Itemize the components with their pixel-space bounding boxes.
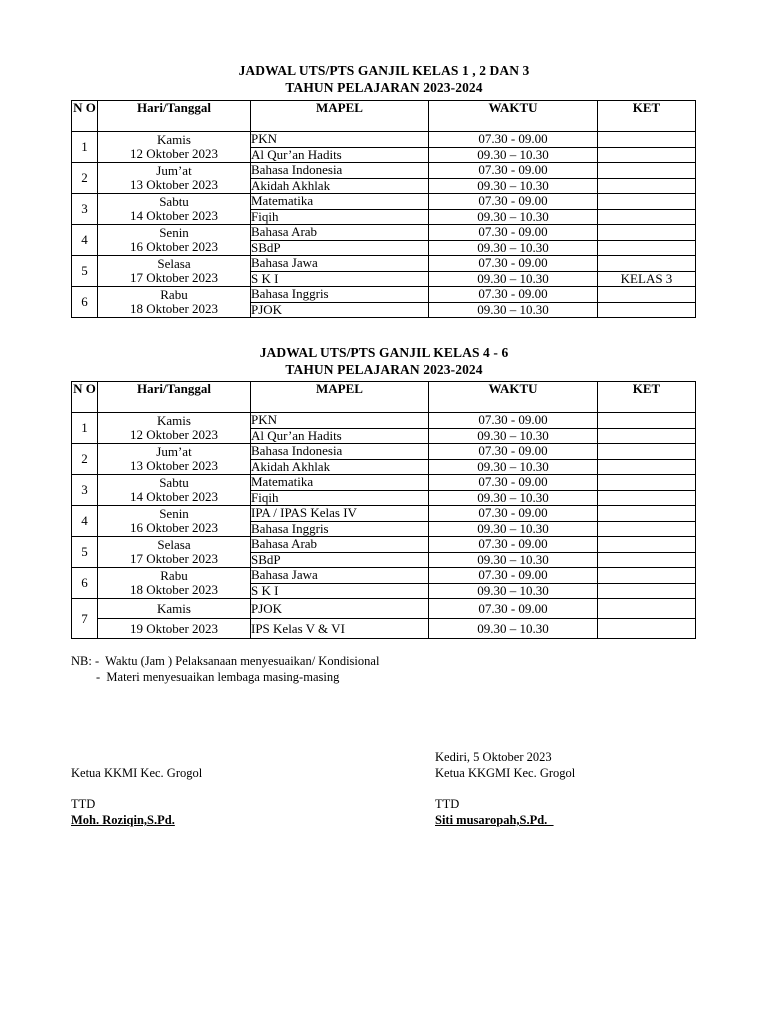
time-cell: 09.30 – 10.30 bbox=[429, 459, 598, 475]
subject-cell: IPS Kelas V & VI bbox=[251, 619, 429, 639]
right-signer-role: Ketua KKGMI Kec. Grogol bbox=[435, 766, 576, 780]
row-date: 13 Oktober 2023 bbox=[129, 177, 219, 192]
th-time: WAKTU bbox=[429, 382, 598, 413]
row-day: Jum’at bbox=[156, 444, 192, 459]
subject-cell: Bahasa Indonesia bbox=[251, 163, 429, 179]
time-cell: 07.30 - 09.00 bbox=[429, 256, 598, 272]
time-cell: 09.30 – 10.30 bbox=[429, 552, 598, 568]
subject-cell: PJOK bbox=[251, 599, 429, 619]
row-date: 16 Oktober 2023 bbox=[129, 239, 219, 254]
ket-cell bbox=[598, 459, 696, 475]
subject-cell: PKN bbox=[251, 132, 429, 148]
subject-cell: SBdP bbox=[251, 552, 429, 568]
time-cell: 07.30 - 09.00 bbox=[429, 163, 598, 179]
ket-cell bbox=[598, 506, 696, 522]
ket-cell bbox=[598, 413, 696, 429]
row-day-date bbox=[98, 225, 251, 256]
subject-cell: Akidah Akhlak bbox=[251, 459, 429, 475]
time-cell: 07.30 - 09.00 bbox=[429, 194, 598, 210]
ket-cell bbox=[598, 209, 696, 225]
row-day: Kamis bbox=[157, 132, 191, 147]
th-day: Hari/Tanggal bbox=[98, 382, 251, 413]
row-day-date bbox=[98, 475, 251, 506]
subject-cell: Al Qur’an Hadits bbox=[251, 147, 429, 163]
th-day: Hari/Tanggal bbox=[98, 101, 251, 132]
table-row bbox=[72, 163, 696, 179]
table-row bbox=[72, 568, 696, 584]
note-line-2: - Materi menyesuaikan lembaga masing-masing bbox=[71, 670, 340, 684]
time-cell: 09.30 – 10.30 bbox=[429, 521, 598, 537]
time-cell: 09.30 – 10.30 bbox=[429, 240, 598, 256]
time-cell: 09.30 – 10.30 bbox=[429, 428, 598, 444]
table-row bbox=[72, 444, 696, 460]
ket-cell bbox=[598, 552, 696, 568]
time-cell: 09.30 – 10.30 bbox=[429, 209, 598, 225]
ket-cell bbox=[598, 147, 696, 163]
th-mapel: MAPEL bbox=[251, 382, 429, 413]
time-cell: 07.30 - 09.00 bbox=[429, 287, 598, 303]
row-date: 14 Oktober 2023 bbox=[129, 489, 219, 504]
subject-cell: Bahasa Jawa bbox=[251, 568, 429, 584]
row-date: 17 Oktober 2023 bbox=[129, 551, 219, 566]
row-number: 4 bbox=[72, 225, 98, 256]
subject-cell: Bahasa Jawa bbox=[251, 256, 429, 272]
right-ttd: TTD bbox=[435, 797, 460, 811]
th-ket: KET bbox=[598, 101, 696, 132]
row-date: 12 Oktober 2023 bbox=[129, 427, 219, 442]
ket-cell bbox=[598, 619, 696, 639]
table-row bbox=[72, 132, 696, 148]
table2-subtitle: TAHUN PELAJARAN 2023-2024 bbox=[285, 362, 483, 377]
ket-cell bbox=[598, 302, 696, 318]
time-cell: 09.30 – 10.30 bbox=[429, 271, 598, 287]
ket-cell bbox=[598, 240, 696, 256]
row-number: 2 bbox=[72, 163, 98, 194]
row-day-date bbox=[98, 537, 251, 568]
row-number: 1 bbox=[72, 413, 98, 444]
row-number: 5 bbox=[72, 537, 98, 568]
left-signer-role: Ketua KKMI Kec. Grogol bbox=[71, 766, 203, 780]
row-date: 13 Oktober 2023 bbox=[129, 458, 219, 473]
subject-cell: Matematika bbox=[251, 194, 429, 210]
subject-cell: Bahasa Arab bbox=[251, 537, 429, 553]
row-day: Selasa bbox=[157, 537, 191, 552]
time-cell: 07.30 - 09.00 bbox=[429, 599, 598, 619]
row-number: 6 bbox=[72, 568, 98, 599]
time-cell: 07.30 - 09.00 bbox=[429, 444, 598, 460]
left-ttd: TTD bbox=[71, 797, 96, 811]
ket-cell bbox=[598, 194, 696, 210]
row-date: 19 Oktober 2023 bbox=[98, 619, 251, 639]
subject-cell: Akidah Akhlak bbox=[251, 178, 429, 194]
subject-cell: S K I bbox=[251, 271, 429, 287]
time-cell: 09.30 – 10.30 bbox=[429, 302, 598, 318]
row-day-date bbox=[98, 444, 251, 475]
ket-cell bbox=[598, 225, 696, 241]
table2-title: JADWAL UTS/PTS GANJIL KELAS 4 - 6 bbox=[259, 345, 509, 360]
ket-cell: KELAS 3 bbox=[598, 271, 696, 287]
table-row bbox=[72, 256, 696, 272]
ket-cell bbox=[598, 599, 696, 619]
ket-cell bbox=[598, 490, 696, 506]
row-day: Senin bbox=[159, 225, 189, 240]
row-day-date bbox=[98, 194, 251, 225]
time-cell: 09.30 – 10.30 bbox=[429, 619, 598, 639]
row-number: 1 bbox=[72, 132, 98, 163]
subject-cell: Bahasa Inggris bbox=[251, 287, 429, 303]
ket-cell bbox=[598, 568, 696, 584]
row-day-date bbox=[98, 256, 251, 287]
ket-cell bbox=[598, 256, 696, 272]
time-cell: 09.30 – 10.30 bbox=[429, 490, 598, 506]
subject-cell: IPA / IPAS Kelas IV bbox=[251, 506, 429, 522]
time-cell: 07.30 - 09.00 bbox=[429, 537, 598, 553]
table-row bbox=[72, 619, 696, 639]
ket-cell bbox=[598, 287, 696, 303]
time-cell: 07.30 - 09.00 bbox=[429, 225, 598, 241]
header-row bbox=[72, 101, 696, 132]
row-day: Senin bbox=[159, 506, 189, 521]
ket-cell bbox=[598, 428, 696, 444]
ket-cell bbox=[598, 444, 696, 460]
row-date: 14 Oktober 2023 bbox=[129, 208, 219, 223]
row-day-date bbox=[98, 568, 251, 599]
subject-cell: Bahasa Inggris bbox=[251, 521, 429, 537]
row-day: Sabtu bbox=[159, 194, 189, 209]
table1-title: JADWAL UTS/PTS GANJIL KELAS 1 , 2 DAN 3 bbox=[238, 63, 530, 78]
subject-cell: S K I bbox=[251, 583, 429, 599]
table-row bbox=[72, 413, 696, 429]
row-date: 12 Oktober 2023 bbox=[129, 146, 219, 161]
time-cell: 07.30 - 09.00 bbox=[429, 475, 598, 491]
row-day: Jum’at bbox=[156, 163, 192, 178]
row-day-date bbox=[98, 287, 251, 318]
row-number: 4 bbox=[72, 506, 98, 537]
table-row bbox=[72, 599, 696, 619]
note-line-1: NB: - Waktu (Jam ) Pelaksanaan menyesuaikan/ Kondisional bbox=[71, 654, 380, 668]
row-day-date bbox=[98, 506, 251, 537]
th-no: N O bbox=[72, 382, 98, 413]
subject-cell: Matematika bbox=[251, 475, 429, 491]
ket-cell bbox=[598, 132, 696, 148]
place-date: Kediri, 5 Oktober 2023 bbox=[435, 750, 552, 764]
row-day: Rabu bbox=[160, 568, 188, 583]
time-cell: 07.30 - 09.00 bbox=[429, 506, 598, 522]
table-row bbox=[72, 537, 696, 553]
row-number: 2 bbox=[72, 444, 98, 475]
th-time: WAKTU bbox=[429, 101, 598, 132]
row-day: Sabtu bbox=[159, 475, 189, 490]
schedule-table-1 bbox=[71, 100, 696, 318]
row-number: 6 bbox=[72, 287, 98, 318]
row-day-date bbox=[98, 413, 251, 444]
ket-cell bbox=[598, 583, 696, 599]
subject-cell: Bahasa Arab bbox=[251, 225, 429, 241]
left-signer-name: Moh. Roziqin,S.Pd. bbox=[71, 813, 175, 827]
schedule-table-2 bbox=[71, 381, 696, 639]
row-date: 18 Oktober 2023 bbox=[129, 582, 219, 597]
th-mapel: MAPEL bbox=[251, 101, 429, 132]
subject-cell: Bahasa Indonesia bbox=[251, 444, 429, 460]
table-row bbox=[72, 194, 696, 210]
row-number: 7 bbox=[72, 599, 98, 639]
th-ket: KET bbox=[598, 382, 696, 413]
row-date: 16 Oktober 2023 bbox=[129, 520, 219, 535]
row-date: 17 Oktober 2023 bbox=[129, 270, 219, 285]
table-row bbox=[72, 506, 696, 522]
subject-cell: Al Qur’an Hadits bbox=[251, 428, 429, 444]
row-number: 3 bbox=[72, 475, 98, 506]
ket-cell bbox=[598, 163, 696, 179]
row-day-date bbox=[98, 132, 251, 163]
header-row bbox=[72, 382, 696, 413]
row-date: 18 Oktober 2023 bbox=[129, 301, 219, 316]
row-day: Kamis bbox=[157, 413, 191, 428]
time-cell: 09.30 – 10.30 bbox=[429, 178, 598, 194]
row-day: Selasa bbox=[157, 256, 191, 271]
table-row bbox=[72, 225, 696, 241]
table1-subtitle: TAHUN PELAJARAN 2023-2024 bbox=[285, 80, 483, 95]
table-row bbox=[72, 475, 696, 491]
subject-cell: Fiqih bbox=[251, 209, 429, 225]
time-cell: 07.30 - 09.00 bbox=[429, 568, 598, 584]
subject-cell: SBdP bbox=[251, 240, 429, 256]
time-cell: 07.30 - 09.00 bbox=[429, 132, 598, 148]
subject-cell: PJOK bbox=[251, 302, 429, 318]
row-number: 3 bbox=[72, 194, 98, 225]
row-number: 5 bbox=[72, 256, 98, 287]
ket-cell bbox=[598, 178, 696, 194]
row-day-date bbox=[98, 163, 251, 194]
time-cell: 07.30 - 09.00 bbox=[429, 413, 598, 429]
row-day: Rabu bbox=[160, 287, 188, 302]
time-cell: 09.30 – 10.30 bbox=[429, 583, 598, 599]
ket-cell bbox=[598, 537, 696, 553]
ket-cell bbox=[598, 475, 696, 491]
th-no: N O bbox=[72, 101, 98, 132]
right-signer-name: Siti musaropah,S.Pd. bbox=[435, 813, 554, 827]
subject-cell: Fiqih bbox=[251, 490, 429, 506]
row-day: Kamis bbox=[98, 599, 251, 619]
time-cell: 09.30 – 10.30 bbox=[429, 147, 598, 163]
subject-cell: PKN bbox=[251, 413, 429, 429]
table-row bbox=[72, 287, 696, 303]
ket-cell bbox=[598, 521, 696, 537]
